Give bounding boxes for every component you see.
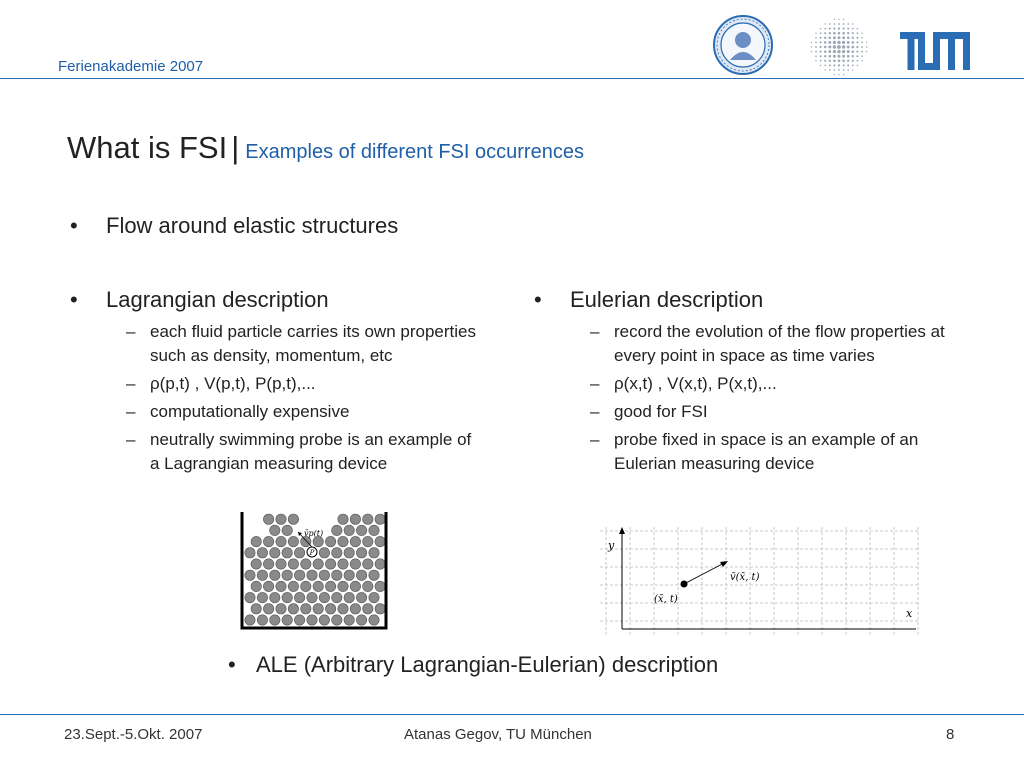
logo-dot xyxy=(820,28,822,30)
logo-dot xyxy=(824,55,826,57)
logo-dot xyxy=(837,50,840,53)
fluid-particle xyxy=(307,615,317,625)
fluid-particle xyxy=(251,559,261,569)
fluid-particle xyxy=(363,514,373,524)
logo-dot xyxy=(834,19,835,20)
fluid-particle xyxy=(245,548,255,558)
fluid-particle xyxy=(344,592,354,602)
eulerian-grid-figure xyxy=(598,525,922,637)
logo-dot xyxy=(847,36,850,39)
logo-dot xyxy=(829,28,831,30)
fluid-particle xyxy=(332,592,342,602)
fluid-particle xyxy=(369,570,379,580)
logo-dot xyxy=(833,60,836,63)
fluid-particle xyxy=(288,536,298,546)
fluid-particle xyxy=(251,581,261,591)
logo-dot xyxy=(833,64,835,66)
fluid-particle xyxy=(294,615,304,625)
list-item-text: ρ(x,t) , V(x,t), P(x,t),... xyxy=(614,374,777,393)
fluid-particle xyxy=(319,570,329,580)
fluid-particle xyxy=(350,604,360,614)
fluid-particle xyxy=(313,581,323,591)
logo-dot xyxy=(833,41,836,44)
bullet-text: ALE (Arbitrary Lagrangian-Eulerian) description xyxy=(256,652,719,677)
fluid-particle xyxy=(319,592,329,602)
dash-icon: – xyxy=(126,402,136,421)
fluid-particle xyxy=(375,514,385,524)
lagrangian-particles-figure xyxy=(236,510,392,632)
fluid-particle xyxy=(344,525,354,535)
bullet-dot-icon: • xyxy=(70,287,78,312)
logo-dot xyxy=(856,51,858,53)
dot-pattern-logo xyxy=(808,16,870,78)
logo-dot xyxy=(843,74,844,75)
logo-dot xyxy=(852,32,854,34)
velocity-label: v̄p(t) xyxy=(304,529,324,538)
fluid-particle xyxy=(276,514,286,524)
logo-dot xyxy=(829,32,831,34)
logo-dot xyxy=(847,23,849,25)
bullet-lagrangian xyxy=(70,287,329,313)
logo-dot xyxy=(838,32,841,35)
logo-dot xyxy=(842,36,845,39)
fluid-particle xyxy=(270,592,280,602)
title-main: What is FSI xyxy=(67,130,228,165)
fluid-particle xyxy=(276,581,286,591)
logo-dot xyxy=(820,41,822,43)
slide-title xyxy=(67,130,584,166)
list-item xyxy=(116,400,476,424)
list-item-text: probe fixed in space is an example of an Eulerian measuring device xyxy=(614,430,919,473)
logo-dot xyxy=(847,32,849,34)
fluid-particle xyxy=(332,570,342,580)
list-item xyxy=(580,428,950,476)
logo-dot xyxy=(811,46,812,47)
logo-dot xyxy=(824,37,826,39)
logo-dot xyxy=(833,36,836,39)
bullet-flow-around-structures xyxy=(70,213,398,239)
fluid-particle xyxy=(325,581,335,591)
logo-dot xyxy=(866,51,867,52)
fluid-particle xyxy=(356,592,366,602)
logo-dot xyxy=(856,41,858,43)
logo-dot xyxy=(857,28,859,30)
logo-dot xyxy=(852,69,853,70)
logo-dot xyxy=(828,50,831,53)
footer-author: Atanas Gegov, TU München xyxy=(404,726,592,743)
fluid-particle xyxy=(338,559,348,569)
logo-dot xyxy=(838,28,840,30)
logo-dot xyxy=(843,19,844,20)
list-item xyxy=(116,428,476,476)
logo-dot xyxy=(824,28,826,30)
footer-divider xyxy=(0,714,1024,715)
list-item-text: neutrally swimming probe is an example of a Lagrangian measuring device xyxy=(150,430,472,473)
fluid-particle xyxy=(356,615,366,625)
fluid-particle xyxy=(251,604,261,614)
fluid-particle xyxy=(363,536,373,546)
fluid-particle xyxy=(257,592,267,602)
list-item-text: ρ(p,t) , V(p,t), P(p,t),... xyxy=(150,374,316,393)
fluid-particle xyxy=(332,548,342,558)
bullet-text: Lagrangian description xyxy=(106,287,329,312)
logo-dot xyxy=(837,41,840,44)
logo-dot xyxy=(847,69,849,71)
fluid-particle xyxy=(276,536,286,546)
fluid-particle xyxy=(325,559,335,569)
fluid-particle xyxy=(332,525,342,535)
logo-dot xyxy=(820,51,822,53)
logo-dot xyxy=(828,41,831,44)
logo-dot xyxy=(861,42,863,44)
logo-dot xyxy=(828,46,831,49)
logo-dot xyxy=(820,37,822,39)
logo-dot xyxy=(843,69,845,71)
logo-dot xyxy=(856,55,858,57)
logo-dot xyxy=(842,41,845,44)
fluid-particle xyxy=(369,548,379,558)
fluid-particle xyxy=(257,615,267,625)
dash-icon: – xyxy=(590,374,600,393)
dash-icon: – xyxy=(126,374,136,393)
logo-dot xyxy=(842,55,845,58)
logo-dot xyxy=(815,46,817,48)
fluid-particle xyxy=(350,536,360,546)
logo-dot xyxy=(852,28,854,30)
list-item xyxy=(116,372,476,396)
fluid-particle xyxy=(338,581,348,591)
fluid-particle xyxy=(245,570,255,580)
fluid-particle xyxy=(282,615,292,625)
fluid-particle xyxy=(270,525,280,535)
logo-dot xyxy=(857,32,859,34)
logo-dot xyxy=(861,55,863,57)
logo-dot xyxy=(852,41,855,44)
logo-dot xyxy=(861,51,863,53)
logo-dot xyxy=(833,50,836,53)
fluid-particle xyxy=(325,604,335,614)
logo-dot xyxy=(861,46,863,48)
fluid-particle xyxy=(270,548,280,558)
logo-dot xyxy=(815,60,816,61)
fluid-particle xyxy=(294,570,304,580)
fluid-particle xyxy=(344,570,354,580)
velocity-vector-label: v̄(x̄, t) xyxy=(730,572,760,583)
logo-dot xyxy=(834,23,836,25)
probe-particle-label: P xyxy=(309,549,315,557)
fluid-particle xyxy=(338,536,348,546)
logo-dot xyxy=(847,41,850,44)
logo-dot xyxy=(847,46,850,49)
logo-dot xyxy=(815,32,816,33)
velocity-vector-arrowhead xyxy=(720,561,728,567)
list-item-text: good for FSI xyxy=(614,402,708,421)
fluid-particle xyxy=(301,604,311,614)
dash-icon: – xyxy=(590,430,600,449)
fluid-particle xyxy=(301,559,311,569)
logo-dot xyxy=(820,46,822,48)
footer-date: 23.Sept.-5.Okt. 2007 xyxy=(64,726,203,743)
fluid-particle xyxy=(307,592,317,602)
fluid-particle xyxy=(263,536,273,546)
logo-dot xyxy=(842,45,845,48)
fluid-particle xyxy=(375,581,385,591)
header-divider xyxy=(0,78,1024,79)
logo-dot xyxy=(842,32,845,35)
logo-dot xyxy=(811,42,812,43)
y-axis-arrowhead xyxy=(619,527,625,534)
logo-dot xyxy=(856,37,858,39)
bullet-ale xyxy=(228,652,718,678)
fixed-point-label: (x̄, t) xyxy=(654,594,678,605)
logo-dot xyxy=(834,69,836,71)
logo-dot xyxy=(838,36,841,39)
fluid-particle xyxy=(276,559,286,569)
dash-icon: – xyxy=(590,402,600,421)
logo-dot xyxy=(811,51,812,52)
bullet-eulerian xyxy=(534,287,763,313)
fluid-particle xyxy=(350,559,360,569)
logo-dot xyxy=(829,23,831,25)
lagrangian-sublist xyxy=(116,320,476,480)
fluid-particle xyxy=(356,570,366,580)
fluid-particle xyxy=(363,559,373,569)
fluid-particle xyxy=(363,581,373,591)
logo-dot xyxy=(815,55,817,57)
logo-dot xyxy=(861,60,862,61)
logo-dot xyxy=(824,50,827,53)
fluid-particle xyxy=(369,615,379,625)
fluid-particle xyxy=(257,548,267,558)
logo-dot xyxy=(838,55,841,58)
logo-dot xyxy=(861,37,863,39)
title-subtitle: Examples of different FSI occurrences xyxy=(245,141,584,163)
fluid-particle xyxy=(282,525,292,535)
fluid-particle xyxy=(338,514,348,524)
logo-dot xyxy=(820,65,822,67)
fluid-particle xyxy=(356,548,366,558)
bullet-dot-icon: • xyxy=(70,213,78,238)
list-item-text: record the evolution of the flow properties at every point in space as time varies xyxy=(614,322,945,365)
fluid-particle xyxy=(294,548,304,558)
logo-dot xyxy=(828,36,831,39)
logo-dot xyxy=(820,55,822,57)
logo-dot xyxy=(861,32,862,33)
logo-dot xyxy=(847,64,849,66)
fluid-particle xyxy=(369,592,379,602)
logo-dot xyxy=(842,60,845,63)
logo-dot xyxy=(829,69,831,71)
fluid-particle xyxy=(276,604,286,614)
fluid-particle xyxy=(319,548,329,558)
logo-dot xyxy=(866,42,867,43)
page-number: 8 xyxy=(946,726,955,743)
logo-dot xyxy=(820,60,822,62)
fluid-particle xyxy=(270,570,280,580)
fluid-particle xyxy=(294,592,304,602)
logo-dot xyxy=(847,28,849,30)
logo-dot xyxy=(843,28,845,30)
fluid-particle xyxy=(282,570,292,580)
fluid-particle xyxy=(369,525,379,535)
logo-dot xyxy=(866,46,867,47)
logo-dot xyxy=(843,23,845,25)
fluid-particle xyxy=(356,525,366,535)
fluid-particle xyxy=(263,581,273,591)
logo-dot xyxy=(828,55,831,58)
logo-dot xyxy=(852,50,855,53)
fluid-particle xyxy=(313,559,323,569)
bullet-dot-icon: • xyxy=(534,287,542,312)
x-axis-label: x xyxy=(906,607,913,620)
list-item xyxy=(580,372,950,396)
tum-logo xyxy=(900,32,970,70)
fluid-particle xyxy=(270,615,280,625)
logo-dot xyxy=(824,69,825,70)
logo-dot xyxy=(824,65,826,67)
logo-dot xyxy=(852,60,854,62)
bullet-text: Flow around elastic structures xyxy=(106,213,399,238)
dash-icon: – xyxy=(126,430,136,449)
fluid-particle xyxy=(375,559,385,569)
logo-dot xyxy=(838,23,840,25)
fluid-particle xyxy=(363,604,373,614)
logo-dot xyxy=(833,55,836,58)
logo-dot xyxy=(833,45,836,48)
logo-dot xyxy=(815,42,817,44)
logo-dot xyxy=(847,50,850,53)
logo-dot xyxy=(838,60,841,63)
title-separator: | xyxy=(231,130,240,165)
list-item xyxy=(116,320,476,368)
logo-dot xyxy=(838,69,840,71)
logo-dot xyxy=(838,74,839,75)
fluid-particle xyxy=(257,570,267,580)
fluid-particle xyxy=(245,592,255,602)
logo-dot xyxy=(833,28,835,30)
fluid-particle xyxy=(319,615,329,625)
fluid-particle xyxy=(251,536,261,546)
logo-dot xyxy=(852,23,853,24)
bullet-text: Eulerian description xyxy=(570,287,764,312)
logo-dot xyxy=(829,64,831,66)
list-item xyxy=(580,320,950,368)
fluid-particle xyxy=(338,604,348,614)
logo-dot xyxy=(824,60,826,62)
logo-dot xyxy=(852,65,854,67)
logo-dot xyxy=(824,23,825,24)
dash-icon: – xyxy=(126,322,136,341)
logo-dot xyxy=(847,60,849,62)
logo-dot xyxy=(815,37,817,39)
logo-dot xyxy=(824,46,827,49)
fluid-particle xyxy=(307,570,317,580)
fluid-particle xyxy=(282,548,292,558)
header-course-name: Ferienakademie 2007 xyxy=(58,58,204,75)
fluid-particle xyxy=(282,592,292,602)
fluid-particle xyxy=(263,514,273,524)
list-item-text: each fluid particle carries its own properties such as density, momentum, etc xyxy=(150,322,476,365)
fluid-particle xyxy=(350,581,360,591)
y-axis-label: y xyxy=(608,539,615,552)
list-item xyxy=(580,400,950,424)
dash-icon: – xyxy=(590,322,600,341)
logo-dot xyxy=(820,32,822,34)
logo-dot xyxy=(857,65,859,67)
logo-dot xyxy=(852,46,855,49)
fluid-particle xyxy=(288,514,298,524)
logo-dot xyxy=(833,32,836,35)
logo-dot xyxy=(842,50,845,53)
logo-dot xyxy=(852,37,854,39)
fluid-particle xyxy=(375,536,385,546)
fluid-particle xyxy=(301,581,311,591)
logo-dot xyxy=(856,46,858,48)
logo-dot xyxy=(834,74,835,75)
fluid-particle xyxy=(288,581,298,591)
fluid-particle xyxy=(344,615,354,625)
fluid-particle xyxy=(313,604,323,614)
logo-dot xyxy=(852,55,854,57)
logo-dot xyxy=(838,64,840,66)
fluid-particle xyxy=(263,604,273,614)
logo-dot xyxy=(829,60,831,62)
velocity-vector xyxy=(684,562,726,584)
logo-dot xyxy=(824,32,826,34)
fluid-particle xyxy=(245,615,255,625)
logo-dot xyxy=(838,19,839,20)
logo-dot xyxy=(837,45,841,49)
logo-dot xyxy=(815,51,817,53)
fluid-particle xyxy=(325,536,335,546)
fluid-particle xyxy=(344,548,354,558)
university-seal-logo xyxy=(712,14,774,76)
logo-dot xyxy=(847,55,850,58)
logo-dot xyxy=(857,60,859,62)
bullet-dot-icon: • xyxy=(228,652,236,677)
logo-dot xyxy=(824,41,827,44)
fluid-particle xyxy=(288,559,298,569)
fluid-particle xyxy=(350,514,360,524)
list-item-text: computationally expensive xyxy=(150,402,350,421)
eulerian-sublist xyxy=(580,320,950,480)
fluid-particle xyxy=(288,604,298,614)
fluid-particle xyxy=(263,559,273,569)
fluid-particle xyxy=(375,604,385,614)
logo-dot xyxy=(843,64,845,66)
fluid-particle xyxy=(332,615,342,625)
